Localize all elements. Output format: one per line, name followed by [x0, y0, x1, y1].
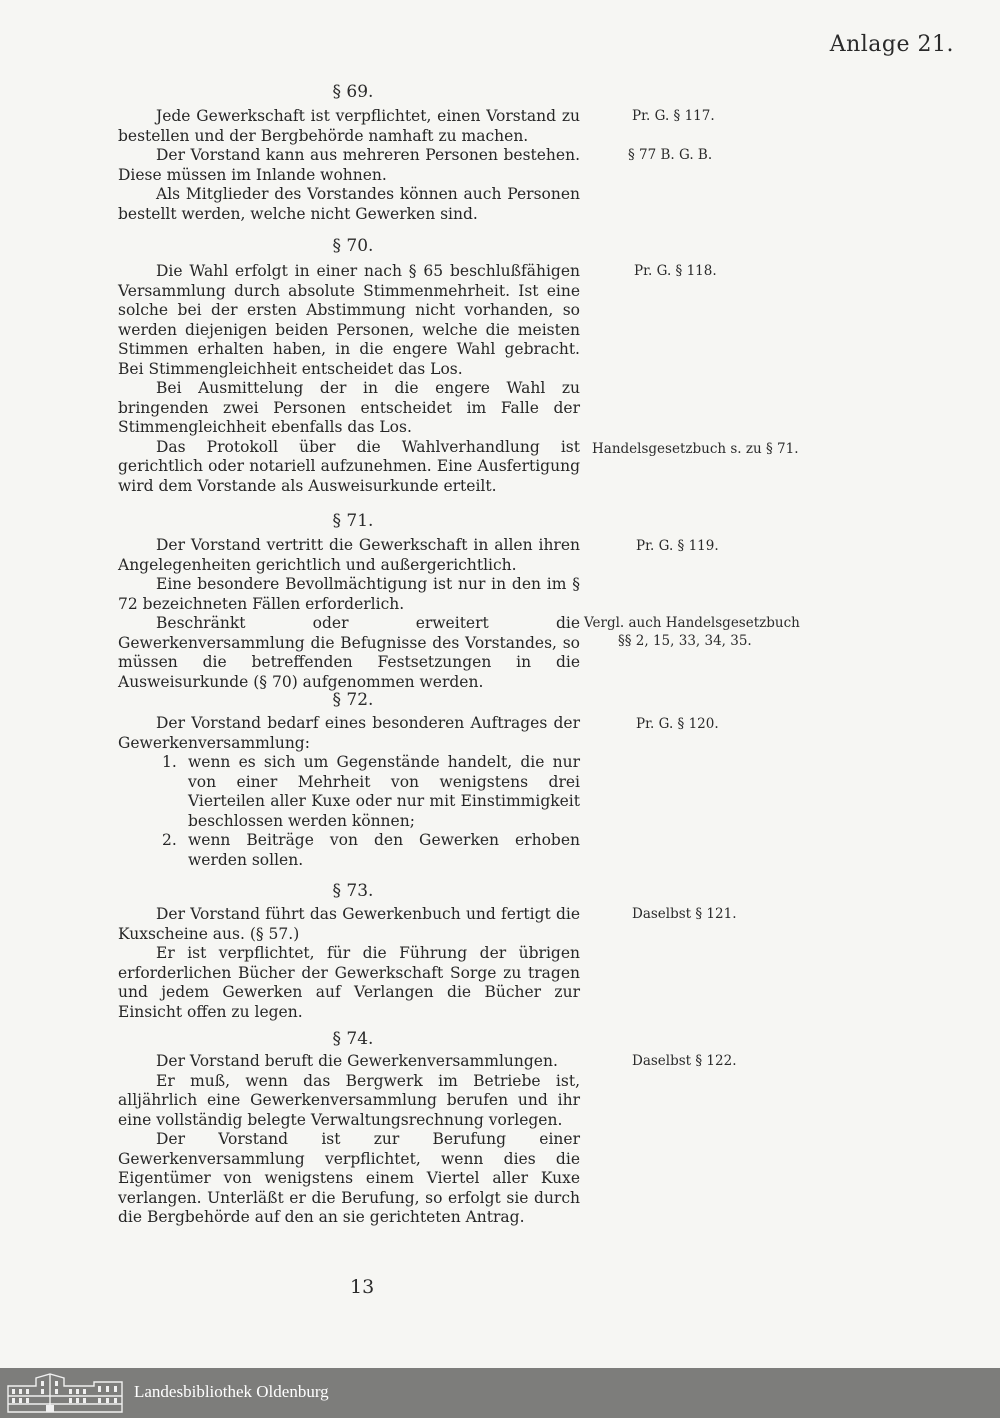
paragraph: Der Vorstand kann aus mehreren Personen bestehen. Diese müssen im Inlande wohnen. — [118, 146, 580, 184]
paragraph: Als Mitglieder des Vorstandes können auch Personen bestellt werden, welche nicht Gewerken sind. — [118, 185, 580, 223]
annex-label: Anlage 21. — [829, 32, 954, 57]
list-item — [118, 753, 580, 831]
margin-reference: Daselbst § 122. — [632, 1053, 737, 1069]
section-body-70 — [118, 262, 580, 496]
margin-reference: Pr. G. § 117. — [632, 108, 715, 124]
section-body-73 — [118, 905, 580, 1022]
section-heading-72: § 72. — [332, 690, 374, 710]
paragraph: Das Protokoll über die Wahlverhandlung ist gerichtlich oder notariell aufzunehmen. Eine Ausfertigung wird dem Vorstande als Ausweisurkunde erteilt. — [118, 437, 580, 495]
list-item — [118, 831, 580, 870]
section-body-69 — [118, 107, 580, 224]
margin-reference: Pr. G. § 118. — [634, 263, 717, 279]
margin-reference: §§ 2, 15, 33, 34, 35. — [618, 633, 752, 649]
section-body-72 — [118, 714, 580, 870]
section-heading-69: § 69. — [332, 82, 374, 102]
item-text: wenn es sich um Gegenstände handelt, die nur von einer Mehrheit von wenigstens drei Vierteilen aller Kuxe oder nur mit Einstimmigkeit beschlossen werden können; — [188, 753, 580, 830]
paragraph: Der Vorstand ist zur Berufung einer Gewerkenversammlung verpflichtet, wenn dies die Eigentümer von wenigstens einem Viertel aller Kuxe verlangen. Unterläßt er die Berufung, so erfolgt sie durch die Bergbehörde auf den an sie gerichteten Antrag. — [118, 1130, 580, 1226]
item-number: 2. — [162, 831, 177, 849]
margin-reference: Daselbst § 121. — [632, 906, 737, 922]
paragraph: Der Vorstand beruft die Gewerkenversammlungen. — [156, 1052, 558, 1070]
section-body-74 — [118, 1052, 580, 1228]
footer-bar — [0, 1368, 1000, 1418]
section-heading-71: § 71. — [332, 511, 374, 531]
item-number: 1. — [162, 753, 177, 771]
section-heading-70: § 70. — [332, 236, 374, 256]
paragraph: Eine besondere Bevollmächtigung ist nur in den im § 72 bezeichneten Fällen erforderlich. — [118, 575, 580, 613]
margin-reference: Vergl. auch Handelsgesetzbuch — [584, 615, 800, 631]
margin-reference: Pr. G. § 119. — [636, 538, 719, 554]
section-heading-74: § 74. — [332, 1029, 374, 1049]
condition-list — [118, 753, 580, 870]
margin-reference: § 77 B. G. B. — [628, 147, 713, 163]
section-heading-73: § 73. — [332, 881, 374, 901]
paragraph: Beschränkt oder erweitert die Gewerkenversammlung die Befugnisse des Vorstandes, so müssen die betreffenden Festsetzungen in die Ausweisurkunde (§ 70) aufgenommen werden. — [118, 614, 580, 691]
section-body-71 — [118, 536, 580, 692]
paragraph: Jede Gewerkschaft ist verpflichtet, einen Vorstand zu bestellen und der Bergbehörde namhaft zu machen. — [118, 107, 580, 145]
paragraph: Der Vorstand vertritt die Gewerkschaft in allen ihren Angelegenheiten gerichtlich und außergerichtlich. — [118, 536, 580, 574]
paragraph: Die Wahl erfolgt in einer nach § 65 beschlußfähigen Versammlung durch absolute Stimmenmehrheit. Ist eine solche bei der ersten Abstimmung nicht vorhanden, so werden diejenigen beiden Personen, welche die meisten Stimmen erhalten haben, in die engere Wahl gebracht. Bei Stimmengleichheit entscheidet das Los. — [118, 262, 580, 378]
paragraph: Er muß, wenn das Bergwerk im Betriebe ist, alljährlich eine Gewerkenversammlung berufen und ihr eine vollständig belegte Verwaltungsrechnung vorlegen. — [118, 1071, 580, 1129]
margin-reference: Handelsgesetzbuch s. zu § 71. — [592, 441, 799, 457]
paragraph: Der Vorstand bedarf eines besonderen Auftrages der Gewerkenversammlung: — [118, 714, 580, 752]
margin-reference: Pr. G. § 120. — [636, 716, 719, 732]
paragraph: Der Vorstand führt das Gewerkenbuch und fertigt die Kuxscheine aus. (§ 57.) — [118, 905, 580, 943]
paragraph: Er ist verpflichtet, für die Führung der übrigen erforderlichen Bücher der Gewerkschaft Sorge zu tragen und jedem Gewerken auf Verlangen die Bücher zur Einsicht offen zu legen. — [118, 944, 580, 1021]
library-name: Landesbibliothek Oldenburg — [134, 1382, 329, 1401]
page-number: 13 — [350, 1276, 375, 1298]
item-text: wenn Beiträge von den Gewerken erhoben werden sollen. — [188, 831, 580, 869]
library-building-icon — [6, 1372, 124, 1414]
paragraph: Bei Ausmittelung der in die engere Wahl zu bringenden zwei Personen entscheidet im Falle der Stimmengleichheit ebenfalls das Los. — [118, 379, 580, 436]
